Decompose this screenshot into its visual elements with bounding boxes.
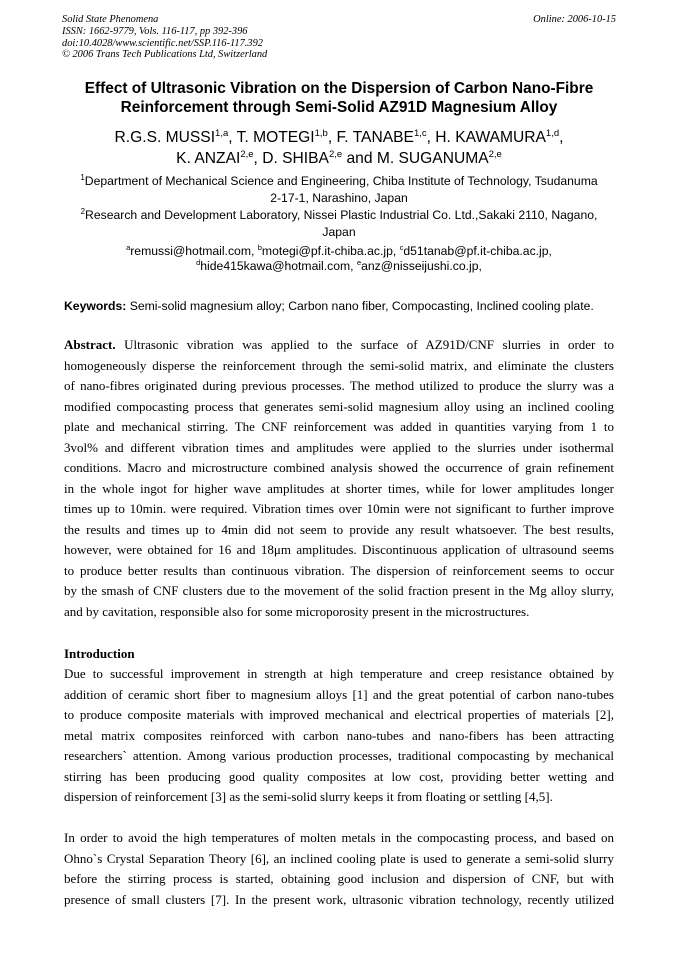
author-line xyxy=(60,128,618,149)
abstract-line: and by cavitation, responsible also for some microporosity present in the microstructures. xyxy=(64,603,530,619)
email-line xyxy=(64,244,614,259)
abstract-line: plate and mechanical stirring. The CNF reinforcement was added in quantities varying from 1 to xyxy=(64,419,614,434)
author-separator: , xyxy=(253,149,263,167)
affiliation-line: 2-17-1, Narashino, Japan xyxy=(270,191,408,205)
copyright-line: © 2006 Trans Tech Publications Ltd, Switzerland xyxy=(62,49,268,61)
email-mark: a xyxy=(126,243,131,252)
body-line: dispersion of reinforcement [3] as the semi-solid slurry keeps it from floating or settling [4,5]. xyxy=(64,789,553,804)
email-list xyxy=(64,244,614,273)
affiliation-text: Research and Development Laboratory, Nissei Plastic Industrial Co. Ltd.,Sakaki 2110, Nagano, xyxy=(85,208,598,222)
body-line: addition of ceramic short fiber to magnesium alloys [1] and the great potential of carbon nano-tubes xyxy=(64,686,614,702)
author-name: F. TANABE xyxy=(336,129,414,146)
email-address: hide415kawa@hotmail.com, xyxy=(200,258,357,273)
email-address: remussi@hotmail.com, xyxy=(130,244,258,258)
author-name: T. MOTEGI xyxy=(236,129,315,146)
email-address: anz@nisseijushi.co.jp, xyxy=(361,258,482,273)
email-address: motegi@pf.it-chiba.ac.jp, xyxy=(261,244,400,258)
author-line xyxy=(60,149,618,170)
keywords-label: Keywords: xyxy=(64,299,127,313)
body-line: presence of small clusters [7]. In the present work, ultrasonic vibration technology, recently utilized xyxy=(64,891,614,907)
abstract-line: the results and times up to 4min did not seem to provide any result whatsoever. The best results, xyxy=(64,521,614,537)
author-separator: , xyxy=(327,129,337,146)
affiliation-line xyxy=(64,173,614,190)
author-affiliation-mark: 2,e xyxy=(328,148,343,160)
body-line: before the stirring process is started, obtaining good inclusion and dispersion of CNF, but with xyxy=(64,871,614,886)
author-affiliation-mark: 1,d xyxy=(545,128,560,139)
email-mark: b xyxy=(257,243,262,252)
affiliation-2 xyxy=(64,207,614,241)
body-line: to produce composite materials with improved mechanical and electrical properties of materials [2], xyxy=(64,707,614,722)
body-line: Due to successful improvement in strength at high temperature and creep resistance obtained by xyxy=(64,666,614,681)
email-mark: d xyxy=(196,257,201,267)
author-affiliation-mark: 2,e xyxy=(240,148,254,160)
keywords-text: Semi-solid magnesium alloy; Carbon nano fiber, Compocasting, Inclined cooling plate. xyxy=(126,299,594,313)
email-mark: c xyxy=(399,243,404,252)
author-affiliation-mark: 1,b xyxy=(314,128,328,139)
author-list xyxy=(60,128,618,169)
abstract-line xyxy=(64,335,614,356)
affiliation-number: 1 xyxy=(80,173,85,182)
issn-line: ISSN: 1662-9779, Vols. 116-117, pp 392-396 xyxy=(62,25,248,37)
doi-line: doi:10.4028/www.scientific.net/SSP.116-117.392 xyxy=(62,37,263,49)
affiliation-line: Japan xyxy=(322,225,356,239)
abstract-line: conditions. Macro and microstructure combined analysis showed the occurrence of grain refinement xyxy=(64,460,614,475)
abstract-label: Abstract. xyxy=(64,337,116,352)
keywords xyxy=(64,298,618,314)
online-date: Online: 2006-10-15 xyxy=(533,14,616,25)
body-line: researchers` attention. Among various production processes, traditional compocasting by mechanical xyxy=(64,748,614,763)
email-mark: e xyxy=(356,257,362,267)
author-name: H. KAWAMURA xyxy=(435,129,546,146)
abstract-line: to produce better results than continuous vibration. The dispersion of reinforcement seems to occur xyxy=(64,562,614,578)
author-name: R.G.S. MUSSI xyxy=(114,129,216,146)
section-heading: Introduction xyxy=(64,646,135,661)
abstract-line: by the smash of CNF clusters due to the movement of the solid fraction present in the Mg alloy slurry, xyxy=(64,583,614,598)
introduction-paragraph xyxy=(64,664,614,808)
title-line: Effect of Ultrasonic Vibration on the Dispersion of Carbon Nano-Fibre xyxy=(84,80,594,97)
abstract-line: modified compocasting process that generates semi-solid magnesium alloy using an inclined cooling xyxy=(64,398,614,414)
journal-name: Solid State Phenomena xyxy=(62,14,159,25)
journal-header xyxy=(62,14,616,61)
abstract-line: however, were obtained for 16 and 18μm amplitudes. Discontinuous application of ultrasound seems xyxy=(64,542,614,557)
title-line: Reinforcement through Semi-Solid AZ91D Magnesium Alloy xyxy=(120,99,558,116)
affiliation-1 xyxy=(64,173,614,207)
author-separator: , xyxy=(426,129,436,146)
abstract-line: homogeneously disperse the reinforcement through the semi-solid matrix, and eliminate the clusters xyxy=(64,357,614,373)
abstract-line: in the whole ingot for higher wave amplitudes at shorter times, while for lower amplitudes longer xyxy=(64,480,614,496)
paper-title xyxy=(60,79,618,117)
email-address: d51tanab@pf.it-chiba.ac.jp, xyxy=(403,244,552,258)
body-line: stirring has been producing good quality composites at low cost, providing better wetting and xyxy=(64,768,614,784)
abstract-line: times up to 10min. were required. Vibration times over 10min were not significant to further improve xyxy=(64,501,614,516)
abstract-line: of nano-fibres originated during previous processes. The method utilized to produce the slurry was a xyxy=(64,378,614,393)
author-name: K. ANZAI xyxy=(176,149,241,167)
introduction-paragraph xyxy=(64,828,614,910)
author-separator: and xyxy=(342,149,377,167)
abstract xyxy=(64,335,614,622)
author-affiliation-mark: 1,a xyxy=(215,128,229,139)
author-affiliation-mark: 1,c xyxy=(413,128,427,139)
author-name: D. SHIBA xyxy=(262,149,329,167)
author-affiliation-mark: 2,e xyxy=(488,148,502,160)
abstract-line: 3vol% and different vibration times and amplitudes were applied to the slurries under isothermal xyxy=(64,439,614,455)
author-name: M. SUGANUMA xyxy=(376,149,489,167)
body-line: Ohno`s Crystal Separation Theory [6], an inclined cooling plate is used to generate a semi-solid slurry xyxy=(64,850,614,866)
body-line: metal matrix composites reinforced with carbon nano-tubes and nano-fibers has been attracting xyxy=(64,727,614,743)
affiliation-number: 2 xyxy=(80,207,86,216)
affiliation-line xyxy=(64,207,614,224)
email-line xyxy=(64,259,614,274)
author-separator: , xyxy=(228,129,237,146)
body-line: In order to avoid the high temperatures of molten metals in the compocasting process, and based on xyxy=(64,830,614,845)
abstract-text: Ultrasonic vibration was applied to the surface of AZ91D/CNF slurries in order to xyxy=(115,337,614,352)
author-separator: , xyxy=(559,129,564,146)
affiliation-text: Department of Mechanical Science and Engineering, Chiba Institute of Technology, Tsudanuma xyxy=(84,174,598,188)
